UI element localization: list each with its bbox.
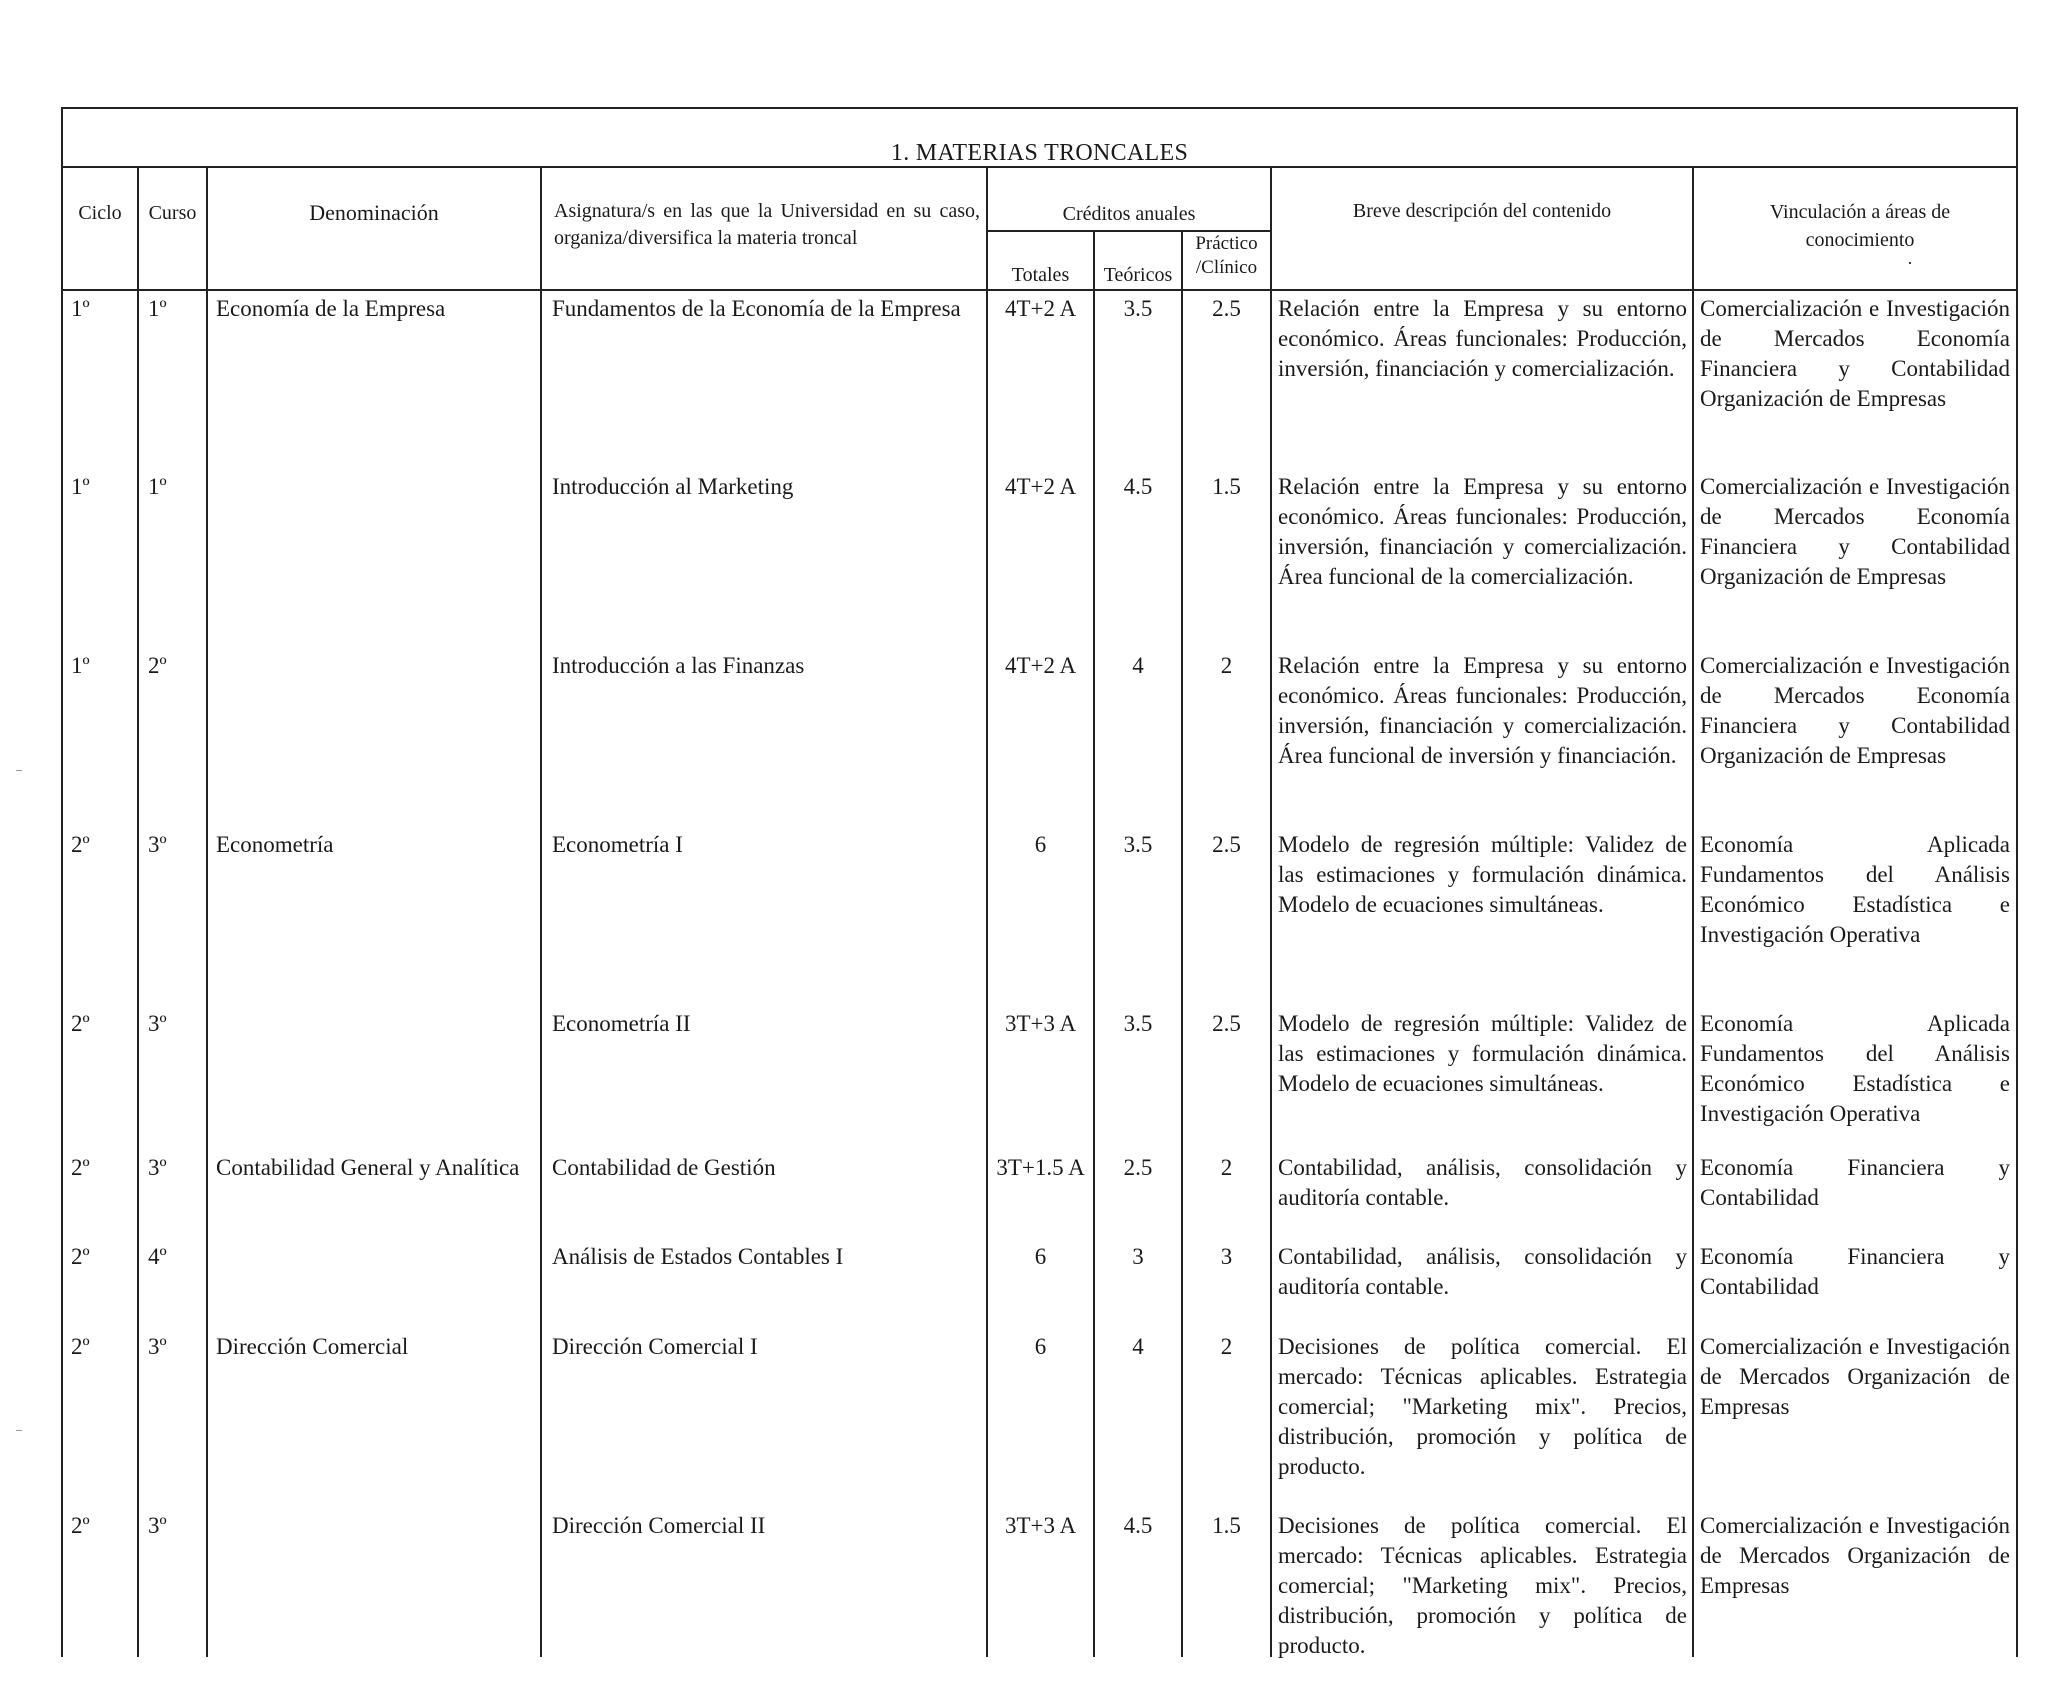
cell-ciclo: 2º: [71, 1513, 90, 1538]
cell-vinculacion: Economía Financiera y Contabilidad: [1700, 1244, 2010, 1299]
cell-teoricos: 4.5: [1123, 474, 1153, 499]
bullet-mark: ·: [1907, 253, 1913, 273]
cell-asignatura: Econometría II: [552, 1011, 691, 1036]
cell-teoricos: 4.5: [1123, 1513, 1153, 1538]
header-teoricos: Teóricos: [1103, 264, 1173, 286]
header-asignaturas: Asignatura/s en las que la Universidad en su caso, organiza/diversifica la materia troncal: [554, 200, 980, 249]
cell-teoricos: 3.5: [1123, 832, 1153, 857]
cell-practico: 2: [1220, 653, 1233, 678]
cell-totales: 3T+3 A: [1004, 1513, 1077, 1538]
cell-ciclo: 2º: [71, 1244, 90, 1269]
cell-ciclo: 2º: [71, 1011, 90, 1036]
cell-practico: 3: [1220, 1244, 1233, 1269]
cell-curso: 2º: [148, 653, 167, 678]
col-rule: [986, 166, 988, 1657]
cell-practico: 1.5: [1212, 1513, 1241, 1538]
cell-totales: 4T+2 A: [1004, 296, 1077, 321]
cell-asignatura: Dirección Comercial I: [552, 1334, 758, 1359]
header-vinculacion: Vinculación a áreas de conocimiento: [1769, 201, 1951, 251]
cell-teoricos: 3.5: [1123, 1011, 1153, 1036]
cell-curso: 1º: [148, 474, 167, 499]
col-rule: [540, 166, 542, 1657]
col-rule: [1270, 166, 1272, 1657]
header-rule: [61, 289, 2018, 291]
header-denominacion: Denominación: [309, 200, 439, 225]
cell-vinculacion: Economía Financiera y Contabilidad: [1700, 1155, 2010, 1210]
cell-curso: 4º: [148, 1244, 167, 1269]
scan-mark: [16, 1430, 22, 1431]
cell-descripcion: Decisiones de política comercial. El mercado: Técnicas aplicables. Estrategia comercial; "Marketing mix". Precios, distribución, promoción y política de producto.: [1278, 1513, 1687, 1658]
header-curso: Curso: [148, 202, 197, 224]
cell-descripcion: Modelo de regresión múltiple: Validez de las estimaciones y formulación dinámica. Modelo de ecuaciones simultáneas.: [1278, 832, 1687, 917]
cell-curso: 3º: [148, 832, 167, 857]
cell-curso: 3º: [148, 1334, 167, 1359]
table-title: 1. MATERIAS TRONCALES: [890, 140, 1189, 166]
cell-ciclo: 1º: [71, 474, 90, 499]
header-descripcion: Breve descripción del contenido: [1352, 200, 1612, 222]
cell-totales: 4T+2 A: [1004, 474, 1077, 499]
col-rule: [1093, 230, 1095, 1657]
cell-vinculacion: Comercialización e Investigación de Mercados Economía Financiera y Contabilidad Organización de Empresas: [1700, 653, 2010, 768]
cell-asignatura: Introducción al Marketing: [552, 474, 794, 499]
cell-vinculacion: Economía Aplicada Fundamentos del Análisis Económico Estadística e Investigación Operativa: [1700, 1011, 2010, 1126]
cell-ciclo: 2º: [71, 1155, 90, 1180]
cell-practico: 2: [1220, 1155, 1233, 1180]
cell-teoricos: 4: [1132, 1334, 1144, 1359]
cell-denominacion: Contabilidad General y Analítica: [216, 1155, 520, 1180]
cell-curso: 3º: [148, 1513, 167, 1538]
cell-ciclo: 2º: [71, 1334, 90, 1359]
cell-totales: 4T+2 A: [1004, 653, 1077, 678]
cell-teoricos: 3.5: [1123, 296, 1153, 321]
cell-descripcion: Decisiones de política comercial. El mercado: Técnicas aplicables. Estrategia comercial; "Marketing mix". Precios, distribución, promoción y política de producto.: [1278, 1334, 1687, 1479]
cell-teoricos: 2.5: [1123, 1155, 1153, 1180]
scan-mark: [16, 770, 22, 771]
cell-asignatura: Dirección Comercial II: [552, 1513, 766, 1538]
cell-vinculacion: Comercialización e Investigación de Mercados Economía Financiera y Contabilidad Organización de Empresas: [1700, 474, 2010, 589]
cell-descripcion: Contabilidad, análisis, consolidación y auditoría contable.: [1278, 1244, 1687, 1299]
cell-totales: 6: [1034, 832, 1047, 857]
cell-curso: 3º: [148, 1011, 167, 1036]
header-practico: Práctico /Clínico: [1195, 233, 1258, 278]
cell-vinculacion: Comercialización e Investigación de Mercados Organización de Empresas: [1700, 1513, 2010, 1598]
cell-asignatura: Contabilidad de Gestión: [552, 1155, 776, 1180]
cell-curso: 3º: [148, 1155, 167, 1180]
cell-totales: 3T+1.5 A: [996, 1155, 1085, 1180]
cell-practico: 2: [1220, 1334, 1233, 1359]
cell-teoricos: 3: [1132, 1244, 1144, 1269]
cell-ciclo: 1º: [71, 653, 90, 678]
cell-totales: 6: [1034, 1334, 1047, 1359]
cell-asignatura: Introducción a las Finanzas: [552, 653, 805, 678]
cell-totales: 3T+3 A: [1004, 1011, 1077, 1036]
col-rule: [137, 166, 139, 1657]
cell-practico: 2.5: [1212, 832, 1241, 857]
col-rule: [1692, 166, 1694, 1657]
header-creditos: Créditos anuales: [1062, 203, 1196, 225]
cell-practico: 2.5: [1212, 296, 1241, 321]
cell-ciclo: 2º: [71, 832, 90, 857]
cell-vinculacion: Comercialización e Investigación de Mercados Economía Financiera y Contabilidad Organización de Empresas: [1700, 296, 2010, 411]
cell-teoricos: 4: [1132, 653, 1144, 678]
cell-descripcion: Contabilidad, análisis, consolidación y auditoría contable.: [1278, 1155, 1687, 1210]
cell-descripcion: Modelo de regresión múltiple: Validez de las estimaciones y formulación dinámica. Modelo de ecuaciones simultáneas.: [1278, 1011, 1687, 1096]
cell-denominacion: Dirección Comercial: [216, 1334, 409, 1359]
cell-asignatura: Análisis de Estados Contables I: [552, 1244, 844, 1269]
cell-descripcion: Relación entre la Empresa y su entorno económico. Áreas funcionales: Producción, inversión, financiación y comercialización.: [1278, 296, 1687, 381]
header-ciclo: Ciclo: [78, 202, 122, 224]
header-totales: Totales: [1011, 264, 1070, 286]
cell-totales: 6: [1034, 1244, 1047, 1269]
cell-ciclo: 1º: [71, 296, 90, 321]
cell-practico: 1.5: [1212, 474, 1241, 499]
cell-descripcion: Relación entre la Empresa y su entorno económico. Áreas funcionales: Producción, inversión, financiación y comercialización. Área funcional de la comercialización.: [1278, 474, 1687, 589]
cell-curso: 1º: [148, 296, 167, 321]
cell-practico: 2.5: [1212, 1011, 1241, 1036]
col-rule: [1181, 230, 1183, 1657]
col-rule: [206, 166, 208, 1657]
cell-denominacion: Econometría: [216, 832, 334, 857]
cell-asignatura: Econometría I: [552, 832, 683, 857]
cell-descripcion: Relación entre la Empresa y su entorno económico. Áreas funcionales: Producción, inversión, financiación y comercialización. Área funcional de inversión y financiación.: [1278, 653, 1687, 768]
cell-asignatura: Fundamentos de la Economía de la Empresa: [552, 296, 961, 321]
cell-vinculacion: Economía Aplicada Fundamentos del Análisis Económico Estadística e Investigación Operativa: [1700, 832, 2010, 947]
cell-denominacion: Economía de la Empresa: [216, 296, 446, 321]
cell-vinculacion: Comercialización e Investigación de Mercados Organización de Empresas: [1700, 1334, 2010, 1419]
